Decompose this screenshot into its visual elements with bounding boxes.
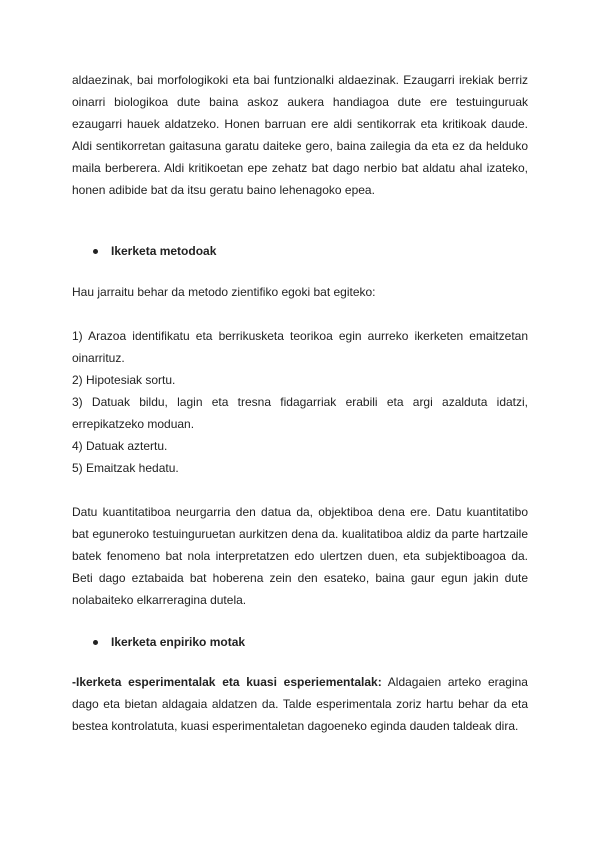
methods-steps-list xyxy=(72,325,528,479)
bullet-icon xyxy=(93,249,98,254)
methods-lead: Hau jarraitu behar da metodo zientifiko egoki bat egiteko: xyxy=(72,285,376,299)
experimental-definition: Aldagaien arteko eragina dago eta bietan aldagaia aldatzen da. Talde esperimentala zoriz hartu behar da eta bestea kontrolatuta, kuasi esperimentaletan dagoeneko eginda dauden taldeak dira. xyxy=(72,675,528,733)
intro-paragraph: aldaezinak, bai morfologikoki eta bai funtzionalki aldaezinak. Ezaugarri irekiak berriz oinarri biologikoa dute baina askoz aukera handiagoa dute ere testuinguruak ezaugarri hauek aldatzeko. Honen barruan ere aldi sentikorrak eta kritikoak daude. Aldi sentikorretan gaitasuna garatu daiteke gero, baina zailegia da eta ez da helduko maila berberera. Aldi kritikoetan epe zehatz bat dago nerbio bat aldatu ahal izateko, honen adibide bat da itsu geratu baino lehenagoko epea. xyxy=(72,73,528,197)
experimental-term: -Ikerketa esperimentalak eta kuasi esperiementalak: xyxy=(72,675,382,689)
empirical-heading xyxy=(72,631,528,653)
empirical-heading-text: Ikerketa enpiriko motak xyxy=(111,635,246,649)
experimental-paragraph xyxy=(72,671,528,737)
bullet-icon xyxy=(93,640,98,645)
list-item: 4) Datuak aztertu. xyxy=(72,439,168,453)
list-item: 3) Datuak bildu, lagin eta tresna fidagarriak erabili eta argi azalduta idatzi, errepikatzeko moduan. xyxy=(72,395,528,431)
list-item: 2) Hipotesiak sortu. xyxy=(72,373,176,387)
methods-heading-text: Ikerketa metodoak xyxy=(111,244,217,258)
list-item: 1) Arazoa identifikatu eta berrikusketa teorikoa egin aurreko ikerketen emaitzetan oinarrituz. xyxy=(72,329,528,365)
data-types-paragraph: Datu kuantitatiboa neurgarria den datua da, objektiboa dena ere. Datu kuantitatibo bat eguneroko testuinguruetan aurkitzen dena da. kualitatiboa aldiz da parte hartzaile batek fenomeno bat nola interpretatzen edo ulertzen duen, eta subjektiboagoa da. Beti dago eztabaida bat hoberena zein den esateko, baina gaur egun jakin dute nolabaiteko elkarreragina dutela. xyxy=(72,505,528,607)
list-item: 5) Emaitzak hedatu. xyxy=(72,461,179,475)
methods-heading xyxy=(72,240,528,262)
